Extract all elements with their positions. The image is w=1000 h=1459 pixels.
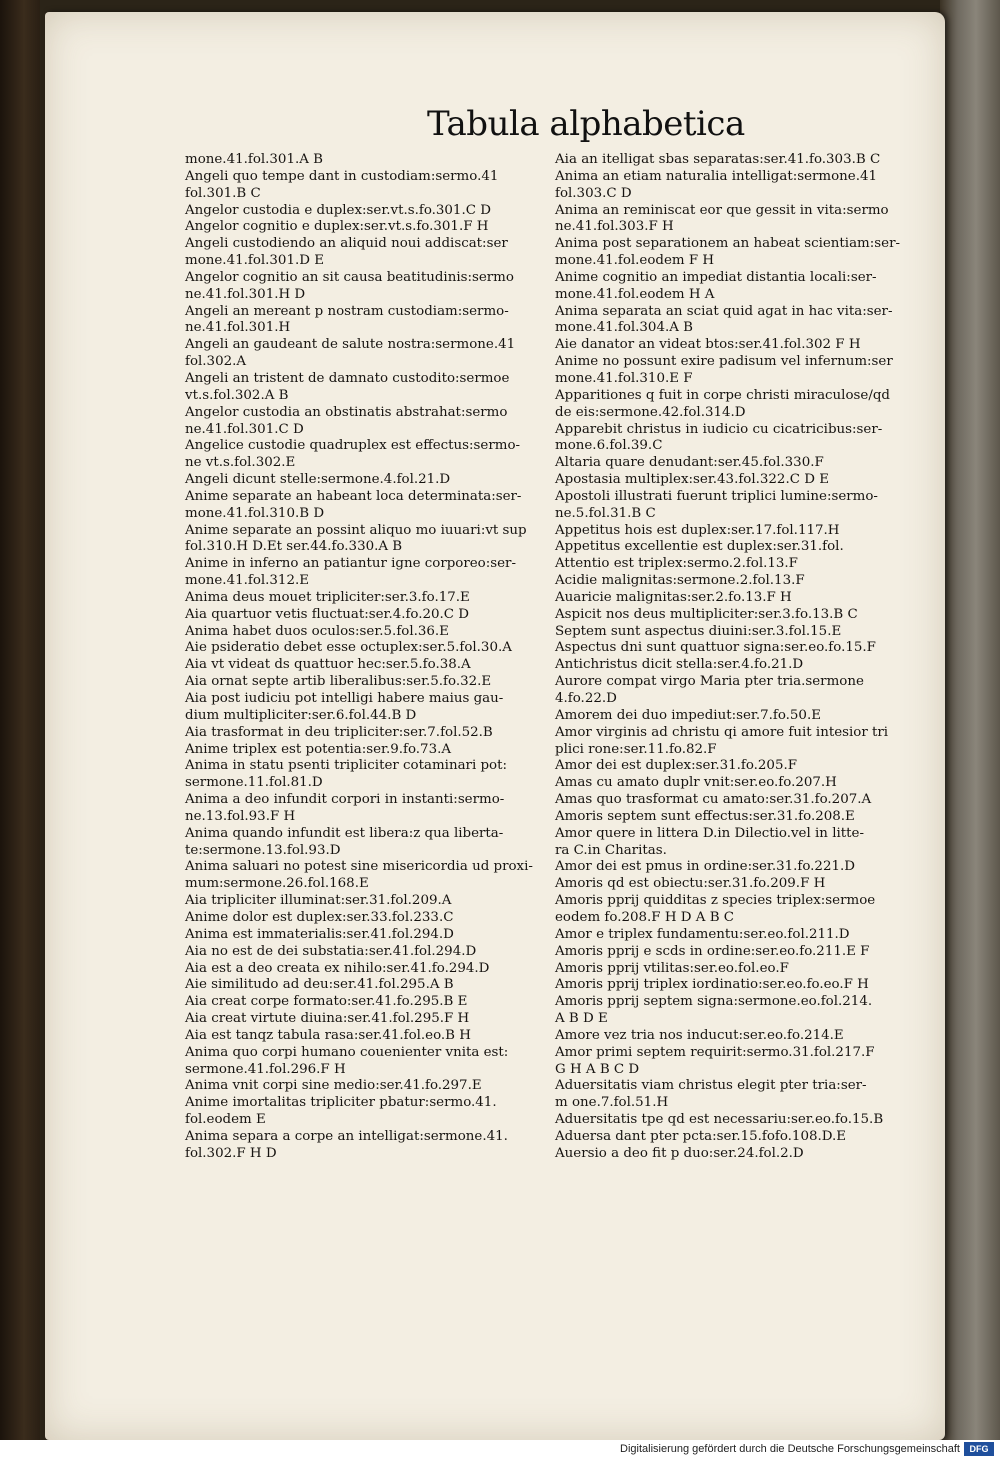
- index-column-left: [185, 152, 585, 1163]
- index-entry-line: Anima est immaterialis:ser.41.fol.294.D: [185, 926, 454, 942]
- index-entry-line: Aia est tanqz tabula rasa:ser.41.fol.eo.B H: [185, 1027, 471, 1043]
- index-entry-line: Amor dei est duplex:ser.31.fo.205.F: [555, 758, 798, 774]
- index-entry-line: Amor virginis ad christu qi amore fuit intesior tri: [555, 724, 889, 740]
- index-entry-line: Angeli an tristent de damnato custodito:sermoe: [185, 370, 510, 386]
- index-entry-line: Angeli an gaudeant de salute nostra:sermone.41: [185, 337, 516, 353]
- index-entry-line: Aduersa dant pter pcta:ser.15.fofo.108.D.E: [555, 1128, 847, 1144]
- index-entry-line: fol.eodem E: [185, 1112, 266, 1128]
- index-entry-line: Amas cu amato duplr vnit:ser.eo.fo.207.H: [555, 775, 837, 791]
- index-entry-line: Aduersitatis viam christus elegit pter tria:ser-: [555, 1078, 867, 1094]
- index-entry-line: ne.13.fol.93.F H: [185, 808, 296, 824]
- index-entry-line: mone.41.fol.310.E F: [555, 370, 693, 386]
- index-entry-line: fol.301.B C: [185, 185, 261, 201]
- funding-credit: Digitalisierung gefördert durch die Deutsche Forschungsgemeinschaft: [620, 1443, 960, 1455]
- index-entry-line: Angelor cognitio an sit causa beatitudinis:sermo: [185, 269, 514, 285]
- index-entry-line: A B D E: [555, 1011, 608, 1027]
- index-entry-line: sermone.41.fol.296.F H: [185, 1061, 346, 1077]
- index-entry-line: Anima an reminiscat eor que gessit in vita:sermo: [555, 202, 889, 218]
- index-entry-line: Amor e triplex fundamentu:ser.eo.fol.211.D: [555, 926, 850, 942]
- index-entry-line: Aie similitudo ad deu:ser.41.fol.295.A B: [185, 977, 454, 993]
- index-entry-line: Anima separa a corpe an intelligat:sermone.41.: [185, 1128, 508, 1144]
- index-entry-line: Angeli custodiendo an aliquid noui addiscat:ser: [185, 236, 508, 252]
- index-entry-line: Aia no est de dei substatia:ser.41.fol.294.D: [185, 943, 477, 959]
- index-entry-line: Apostasia multiplex:ser.43.fol.322.C D E: [555, 472, 829, 488]
- index-entry-line: Amas quo trasformat cu amato:ser.31.fo.207.A: [555, 792, 872, 808]
- book-binding-left: [0, 0, 40, 1440]
- index-entry-line: Aia an itelligat sbas separatas:ser.41.fo.303.B C: [555, 152, 881, 167]
- index-entry-line: plici rone:ser.11.fo.82.F: [555, 741, 717, 757]
- index-entry-line: Aia tripliciter illuminat:ser.31.fol.209.A: [185, 893, 452, 909]
- index-entry-line: Amoris pprij quidditas z species triplex:sermoe: [555, 893, 876, 909]
- index-entry-line: Anima quando infundit est libera:z qua liberta-: [185, 825, 504, 841]
- index-entry-line: mone.41.fol.eodem F H: [555, 253, 715, 269]
- index-entry-line: Anima saluari no potest sine misericordia ud proxi-: [185, 859, 533, 875]
- index-entry-line: ne vt.s.fol.302.E: [185, 455, 296, 471]
- index-entry-line: Anime separate an habeant loca determinata:ser-: [185, 488, 522, 504]
- index-entry-line: Amoris pprij e scds in ordine:ser.eo.fo.211.E F: [555, 943, 870, 959]
- index-entry-line: Aie psideratio debet esse octuplex:ser.5.fol.30.A: [185, 640, 512, 656]
- index-entry-line: Aie danator an videat btos:ser.41.fol.302 F H: [555, 337, 861, 353]
- index-entry-line: fol.310.H D.Et ser.44.fo.330.A B: [185, 539, 403, 555]
- index-entry-line: Anime dolor est duplex:ser.33.fol.233.C: [185, 909, 454, 925]
- index-entry-line: Antichristus dicit stella:ser.4.fo.21.D: [555, 657, 804, 673]
- index-entry-line: Anima in statu psenti tripliciter cotaminari pot:: [185, 758, 508, 774]
- index-entry-line: Aduersitatis tpe qd est necessariu:ser.eo.fo.15.B: [555, 1112, 884, 1128]
- index-entry-line: Anime triplex est potentia:ser.9.fo.73.A: [185, 741, 452, 757]
- index-entry-line: Auaricie malignitas:ser.2.fo.13.F H: [555, 589, 792, 605]
- index-entry-line: mone.41.fol.301.D E: [185, 253, 324, 269]
- index-entry-line: Aurore compat virgo Maria pter tria.sermone: [555, 674, 864, 690]
- index-entry-line: Anime in inferno an patiantur igne corporeo:ser-: [185, 556, 516, 572]
- index-entry-line: dium multipliciter:ser.6.fol.44.B D: [185, 707, 417, 723]
- page-title: Tabula alphabetica: [427, 104, 745, 144]
- index-entry-line: Auersio a deo fit p duo:ser.24.fol.2.D: [555, 1145, 804, 1161]
- index-entry-line: Amoris pprij triplex iordinatio:ser.eo.fo.eo.F H: [555, 977, 869, 993]
- index-column-right: [555, 152, 955, 1163]
- index-entry-line: Amorem dei duo impediut:ser.7.fo.50.E: [555, 707, 821, 723]
- index-entry-line: Angelor custodia e duplex:ser.vt.s.fo.301.C D: [185, 202, 491, 218]
- index-entry-line: Amoris pprij vtilitas:ser.eo.fol.eo.F: [555, 960, 789, 976]
- index-entry-line: Amor quere in littera D.in Dilectio.vel in litte-: [555, 825, 864, 841]
- index-entry-line: Aspectus dni sunt quattuor signa:ser.eo.fo.15.F: [555, 640, 876, 656]
- index-entry-line: Amoris qd est obiectu:ser.31.fo.209.F H: [555, 876, 826, 892]
- index-entry-line: G H A B C D: [555, 1061, 640, 1077]
- index-entry-line: Altaria quare denudant:ser.45.fol.330.F: [555, 455, 824, 471]
- index-entry-line: Aspicit nos deus multipliciter:ser.3.fo.13.B C: [555, 606, 858, 622]
- index-entry-line: ne.41.fol.301.H D: [185, 286, 306, 302]
- index-entry-line: Angeli dicunt stelle:sermone.4.fol.21.D: [185, 472, 451, 488]
- index-entry-line: ne.41.fol.301.C D: [185, 421, 304, 437]
- index-entry-line: fol.303.C D: [555, 185, 632, 201]
- index-entry-line: mone.41.fol.301.A B: [185, 152, 323, 167]
- index-entry-line: mone.41.fol.312.E: [185, 573, 310, 589]
- index-entry-line: Angeli an mereant p nostram custodiam:sermo-: [185, 303, 509, 319]
- dfg-logo-icon: DFG: [964, 1442, 994, 1456]
- index-entry-line: Amor dei est pmus in ordine:ser.31.fo.221.D: [555, 859, 855, 875]
- index-entry-line: m one.7.fol.51.H: [555, 1095, 669, 1111]
- footer-bar: [0, 1440, 1000, 1459]
- index-entry-line: Aia est a deo creata ex nihilo:ser.41.fo.294.D: [185, 960, 490, 976]
- index-entry-line: Angelice custodie quadruplex est effectus:sermo-: [185, 438, 521, 454]
- index-entry-line: vt.s.fol.302.A B: [185, 387, 289, 403]
- index-entry-line: ra C.in Charitas.: [555, 842, 667, 858]
- index-entry-line: Anima separata an sciat quid agat in hac vita:ser-: [555, 303, 893, 319]
- index-entry-line: Angelor custodia an obstinatis abstrahat:sermo: [185, 404, 508, 420]
- index-entry-line: fol.302.F H D: [185, 1145, 277, 1161]
- index-entry-line: mone.41.fol.310.B D: [185, 505, 325, 521]
- index-entry-line: mone.6.fol.39.C: [555, 438, 663, 454]
- index-entry-line: Anima a deo infundit corpori in instanti:sermo-: [185, 792, 505, 808]
- index-entry-line: 4.fo.22.D: [555, 691, 617, 706]
- index-entry-line: Aia ornat septe artib liberalibus:ser.5.fo.32.E: [185, 674, 492, 690]
- index-entry-line: Appetitus hois est duplex:ser.17.fol.117.H: [555, 522, 840, 538]
- index-entry-line: ne.41.fol.303.F H: [555, 219, 674, 235]
- index-entry-line: Aia creat virtute diuina:ser.41.fol.295.F H: [185, 1011, 470, 1027]
- index-entry-line: Anima post separationem an habeat scientiam:ser-: [555, 236, 900, 252]
- index-entry-line: Apparitiones q fuit in corpe christi miraculose/qd: [555, 387, 890, 403]
- index-entry-line: Appetitus excellentie est duplex:ser.31.fol.: [555, 539, 844, 555]
- index-entry-line: ne.5.fol.31.B C: [555, 505, 656, 521]
- index-entry-line: Amoris pprij septem signa:sermone.eo.fol.214.: [555, 994, 873, 1010]
- index-entry-line: fol.302.A: [185, 354, 247, 370]
- index-entry-line: Apparebit christus in iudicio cu cicatricibus:ser-: [555, 421, 883, 437]
- index-entry-line: Anime separate an possint aliquo mo iuuari:vt sup: [185, 522, 527, 538]
- index-entry-line: te:sermone.13.fol.93.D: [185, 842, 341, 858]
- index-entry-line: Angelor cognitio e duplex:ser.vt.s.fo.301.F H: [185, 219, 489, 235]
- index-entry-line: mone.41.fol.eodem H A: [555, 286, 715, 302]
- index-entry-line: Amore vez tria nos inducut:ser.eo.fo.214.E: [555, 1027, 844, 1043]
- index-entry-line: Anime cognitio an impediat distantia locali:ser-: [555, 269, 877, 285]
- index-entry-line: Aia quartuor vetis fluctuat:ser.4.fo.20.C D: [185, 606, 470, 622]
- index-entry-line: eodem fo.208.F H D A B C: [555, 909, 735, 925]
- index-entry-line: Attentio est triplex:sermo.2.fol.13.F: [555, 556, 798, 572]
- index-entry-line: Aia creat corpe formato:ser.41.fo.295.B E: [185, 994, 468, 1010]
- index-entry-line: Aia vt videat ds quattuor hec:ser.5.fo.38.A: [185, 657, 471, 673]
- index-entry-line: Amoris septem sunt effectus:ser.31.fo.208.E: [555, 808, 855, 824]
- index-entry-line: Apostoli illustrati fuerunt triplici lumine:sermo-: [555, 488, 878, 504]
- index-entry-line: mone.41.fol.304.A B: [555, 320, 693, 336]
- index-entry-line: Septem sunt aspectus diuini:ser.3.fol.15.E: [555, 623, 842, 639]
- index-entry-line: Acidie malignitas:sermone.2.fol.13.F: [555, 573, 805, 589]
- index-entry-line: Angeli quo tempe dant in custodiam:sermo.41: [185, 168, 499, 184]
- index-entry-line: Anima an etiam naturalia intelligat:sermone.41: [555, 168, 878, 184]
- index-entry-line: Anima deus mouet tripliciter:ser.3.fo.17.E: [185, 589, 470, 605]
- index-entry-line: Aia post iudiciu pot intelligi habere maius gau-: [185, 691, 504, 706]
- index-entry-line: Anima quo corpi humano couenienter vnita est:: [185, 1044, 509, 1060]
- index-entry-line: Amor primi septem requirit:sermo.31.fol.217.F: [555, 1044, 875, 1060]
- index-entry-line: Anime imortalitas tripliciter pbatur:sermo.41.: [185, 1095, 497, 1111]
- index-entry-line: Anima vnit corpi sine medio:ser.41.fo.297.E: [185, 1078, 482, 1094]
- index-entry-line: Anime no possunt exire padisum vel infernum:ser: [555, 354, 893, 370]
- index-entry-line: Aia trasformat in deu tripliciter:ser.7.fol.52.B: [185, 724, 493, 740]
- index-entry-line: ne.41.fol.301.H: [185, 320, 291, 336]
- index-entry-line: de eis:sermone.42.fol.314.D: [555, 404, 746, 420]
- index-entry-line: mum:sermone.26.fol.168.E: [185, 876, 369, 892]
- scanned-page: [45, 12, 945, 1440]
- index-entry-line: sermone.11.fol.81.D: [185, 775, 323, 791]
- index-entry-line: Anima habet duos oculos:ser.5.fol.36.E: [185, 623, 449, 639]
